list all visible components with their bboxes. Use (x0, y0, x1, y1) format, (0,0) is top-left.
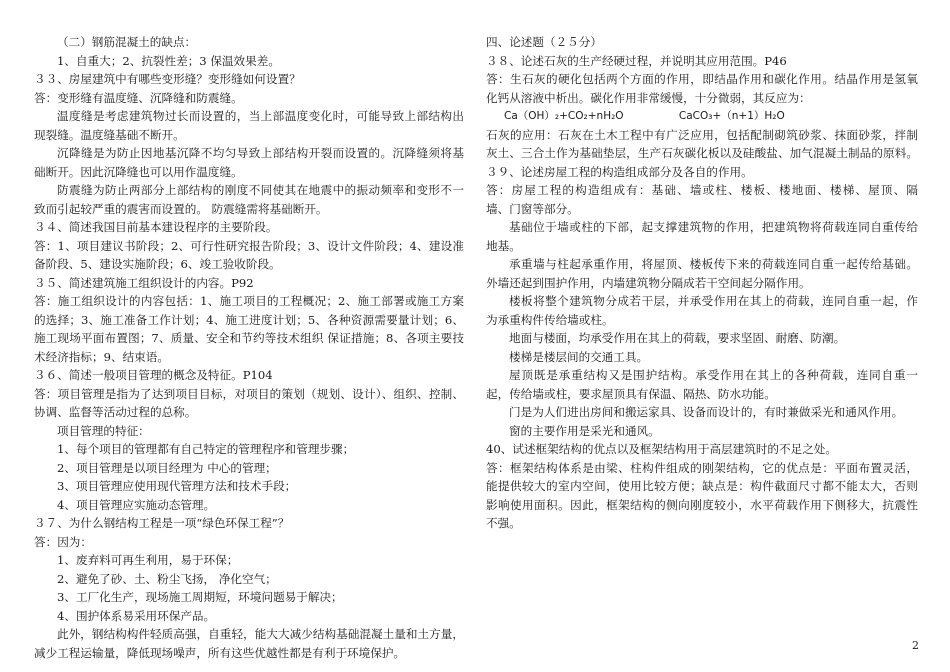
text-line: 石灰的应用：石灰在土木工程中有广泛应用，包括配制砌筑砂浆、抹面砂浆，拌制 (486, 127, 918, 142)
text-line: 答：因为： (34, 534, 92, 549)
text-line: 灰土、三合土作为基础垫层，生产石灰碳化板以及硅酸盐、加气混凝土制品的原料。 (486, 146, 918, 160)
right-column-top (486, 33, 918, 107)
formula-products: CaCO₃+（n+1）H₂O (678, 110, 785, 122)
text-line: 础断开。因此沉降缝也可以用作温度缝。 (34, 164, 243, 179)
text-line: 外墙还起到围护作用，内墙建筑物分隔成若干空间起分隔作用。 (486, 275, 811, 290)
text-line: 温度缝是考虑建筑物过长而设置的，当上部温度变化时，可能导致上部结构出 (57, 109, 464, 123)
text-line: 答：项目管理是指为了达到项目目标，对项目的策划（规划、设计）、组织、控制、 (34, 386, 464, 401)
text-line: 现裂缝。温度缝基础不断开。 (34, 127, 185, 142)
text-line: 答：框架结构体系是由梁、柱构件组成的刚架结构，它的优点是：平面布置灵活， (486, 460, 918, 475)
text-line: 承重墙与柱起承重作用，将屋顶、楼板传下来的荷载连同自重一起传给基础。 (509, 257, 918, 271)
text-line: 协调、监督等活动过程的总称。 (34, 405, 197, 419)
reaction-formula (486, 107, 918, 126)
text-line: 2、避免了砂、土、粉尘飞扬， 净化空气； (57, 571, 277, 586)
text-line: 答：房屋工程的构造组成有：基础、墙或柱、楼板、楼地面、楼梯、屋顶、隔 (486, 183, 918, 197)
text-line: 屋顶既是承重结构又是围护结构。承受作用在其上的各种荷载，连同自重一 (509, 368, 918, 382)
text-line: 4、项目管理应实施动态管理。 (57, 497, 216, 512)
text-line: 能提供较大的室内空间，使用比较方便；缺点是：构件截面尺寸都不能太大，否则 (486, 479, 918, 493)
text-line: 基础位于墙或柱的下部，起支撑建筑物的作用，把建筑物将荷载连同自重传给 (509, 220, 918, 234)
text-line: 沉降缝是为防止因地基沉降不均匀导致上部结构开裂而设置的。沉降缝须将基 (57, 146, 464, 160)
text-line: 地基。 (486, 238, 521, 253)
left-column (34, 33, 464, 662)
text-line: 楼梯是楼层间的交通工具。 (509, 349, 649, 364)
text-line: 楼板将整个建筑物分成若干层，并承受作用在其上的荷载，连同自重一起，作 (509, 294, 918, 308)
text-line: 3、工厂化生产，现场施工周期短，环境问题易于解决； (57, 590, 343, 604)
text-line: ３４、简述我国目前基本建设程序的主要阶段。 (34, 220, 278, 234)
formula-reactants: Ca（OH）₂+CO₂+nH₂O (504, 110, 624, 122)
text-line: 的选择；3、施工准备工作计划；4、施工进度计划；5、各种资源需要量计划；6、 (34, 312, 464, 327)
text-line: ３９、论述房屋工程的构造组成部分及各自的作用。 (486, 164, 753, 179)
text-line: 40、试述框架结构的优点以及框架结构用于高层建筑时的不足之处。 (486, 442, 837, 456)
text-line: 此外，钢结构构件轻质高强，自重轻，能大大减少结构基础混凝土量和土方量， (57, 627, 464, 641)
text-line: 1、自重大；2、抗裂性差；3 保温效果差。 (57, 53, 280, 68)
text-line: 防震缝为防止两部分上部结构的刚度不同使其在地震中的振动频率和变形不一 (57, 183, 464, 197)
text-line: 1、每个项目的管理都有自己特定的管理程序和管理步骤； (57, 442, 355, 456)
text-line: 窗的主要作用是采光和通风。 (509, 423, 660, 438)
text-line: 墙、门窗等部分。 (486, 201, 579, 216)
text-line: ３７、为什么钢结构工程是一项“绿色环保工程”？ (34, 516, 290, 530)
text-line: 答：生石灰的硬化包括两个方面的作用，即结晶作用和碳化作用。结晶作用是氢氧 (486, 72, 918, 86)
text-line: 备阶段、5、建设实施阶段；6、竣工验收阶段。 (34, 257, 281, 271)
text-line: 术经济指标；9、结束语。 (34, 349, 169, 364)
text-line: 四、论述题（２５分） (486, 35, 602, 49)
text-line: 答：变形缝有温度缝、沉降缝和防震缝。 (34, 90, 243, 105)
text-line: ３８、论述石灰的生产经硬过程，并说明其应用范围。P46 (486, 53, 787, 68)
page-number: 2 (912, 639, 919, 652)
text-line: ３５、简述建筑施工组织设计的内容。P92 (34, 275, 254, 290)
text-line: 化钙从溶液中析出。碳化作用非常缓慢，十分微弱，其反应为： (486, 90, 811, 105)
text-line: 致而引起较严重的震害而设置的。 防震缝需将基础断开。 (34, 201, 328, 216)
text-line: 门是为人们进出房间和搬运家具、设备而设计的，有时兼做采光和通风作用。 (509, 405, 904, 419)
text-line: ３６、简述一般项目管理的概念及特征。P104 (34, 368, 273, 382)
text-line: 2、项目管理是以项目经理为 中心的管理； (57, 460, 277, 475)
text-line: ３３、房屋建筑中有哪些变形缝？变形缝如何设置？ (34, 72, 301, 86)
text-line: 答：1、项目建议书阶段；2、可行性研究报告阶段；3、设计文件阶段；4、建设准 (34, 238, 464, 253)
right-column (486, 33, 918, 533)
right-column-bottom (486, 126, 918, 533)
text-line: 不强。 (486, 516, 521, 530)
text-line: 3、项目管理应使用现代管理方法和技术手段； (57, 479, 297, 493)
text-line: 4、围护体系易采用环保产品。 (57, 608, 216, 623)
text-line: （二）钢筋混凝土的缺点： (57, 35, 197, 49)
text-line: 答：施工组织设计的内容包括：1、施工项目的工程概况；2、施工部署或施工方案 (34, 294, 464, 308)
text-line: 减少工程运输量，降低现场噪声，所有这些优越性都是有利于环境保护。 (34, 645, 406, 660)
text-line: 地面与楼面，均承受作用在其上的荷载，要求坚固、耐磨、防潮。 (509, 331, 846, 345)
text-line: 1、废弃料可再生利用，易于环保； (57, 553, 239, 567)
text-line: 为承重构件传给墙或柱。 (486, 312, 614, 327)
text-line: 影响使用面积。因此，框架结构的侧向刚度较小，水平荷载作用下侧移大，抗震性 (486, 497, 918, 512)
text-line: 起，传给墙或柱，要求屋顶具有保温、隔热、防水功能。 (486, 386, 776, 401)
text-line: 施工现场平面布置图；7、质量、安全和节约等技术组织 保证措施；8、各项主要技 (34, 331, 464, 345)
text-line: 项目管理的特征： (57, 423, 150, 438)
